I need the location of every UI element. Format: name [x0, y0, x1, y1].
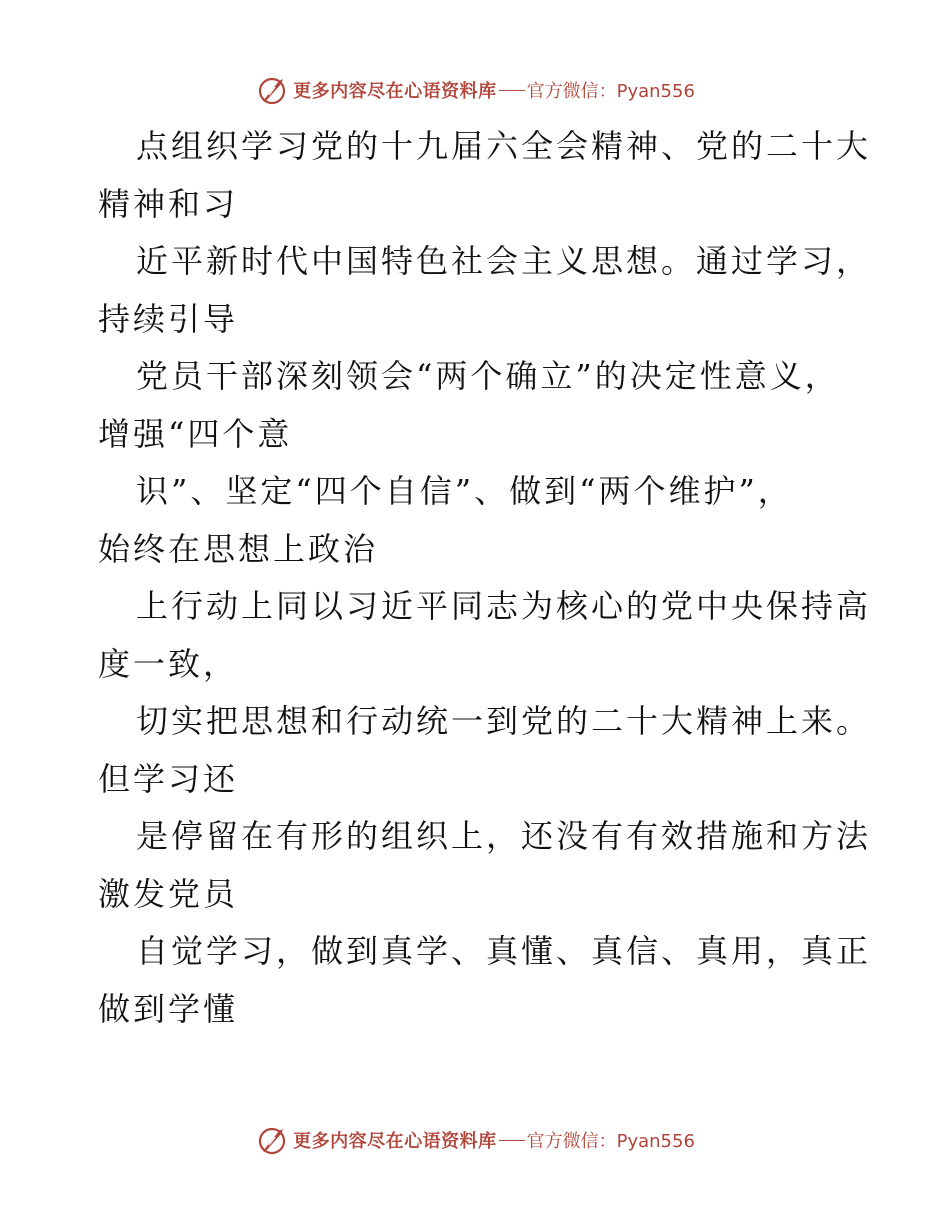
text-line: 精神和习 [98, 184, 239, 223]
text-line: 持续引导 [98, 299, 239, 338]
header-brand-text: 更多内容尽在心语资料库 [293, 81, 497, 102]
quill-pen-logo-icon [255, 73, 289, 107]
text-line: 增强“四个意 [98, 414, 293, 453]
footer-wechat-text: 官方微信：Pyan556 [526, 1131, 695, 1152]
header-watermark [0, 70, 950, 110]
footer-brand-text: 更多内容尽在心语资料库 [293, 1131, 497, 1152]
text-line: 始终在思想上政治 [98, 529, 379, 568]
text-line: 做到学懂 [98, 989, 239, 1028]
footer-dash [499, 1140, 525, 1141]
footer-watermark [0, 1120, 950, 1160]
text-line: 上行动上同以习近平同志为核心的党中央保持高 [136, 587, 872, 625]
text-line: 自觉学习，做到真学、真懂、真信、真用，真正 [136, 932, 872, 970]
header-wechat-text: 官方微信：Pyan556 [526, 81, 695, 102]
text-line: 点组织学习党的十九届六全会精神、党的二十大 [136, 127, 872, 165]
text-line: 是停留在有形的组织上，还没有有效措施和方法 [136, 817, 872, 855]
body-text [98, 118, 888, 1038]
text-line: 党员干部深刻领会“两个确立”的决定性意义， [136, 357, 840, 395]
quill-pen-logo-icon [255, 1123, 289, 1157]
text-line: 识”、坚定“四个自信”、做到“两个维护”， [136, 472, 793, 510]
text-line: 但学习还 [98, 759, 239, 798]
header-dash [499, 90, 525, 91]
text-line: 近平新时代中国特色社会主义思想。通过学习， [136, 242, 872, 280]
text-line: 度一致， [98, 644, 239, 683]
text-line: 切实把思想和行动统一到党的二十大精神上来。 [136, 702, 872, 740]
text-line: 激发党员 [98, 874, 239, 913]
